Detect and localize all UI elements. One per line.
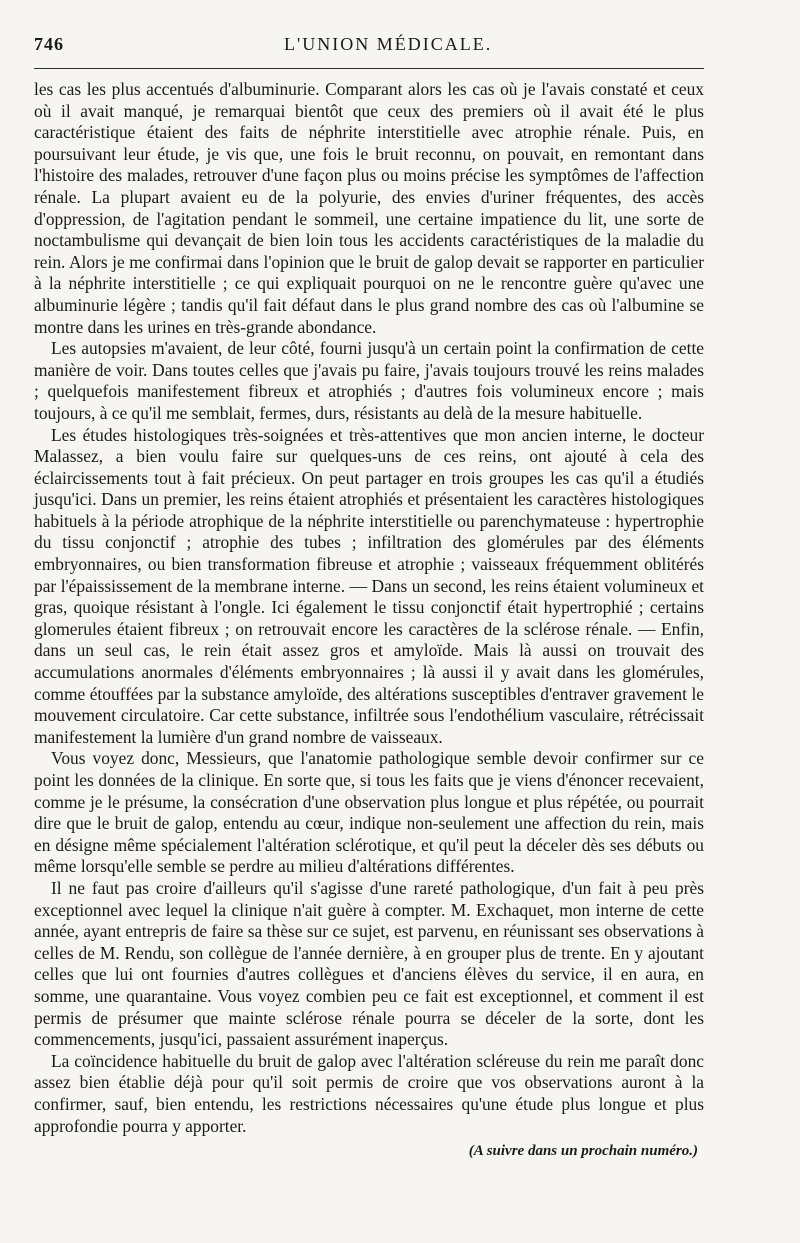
article-body (34, 79, 704, 1137)
paragraph-histology: Les études histologiques très-soignées et très-attentives que mon ancien interne, le docteur Malassez, a bien voulu faire sur quelques-uns de ces reins, ont ajouté à cela des éclaircissements tout à fait précieux. On peut partager en trois groupes les cas qu'il a étudiés jusqu'ici. Dans un premier, les reins étaient atrophiés et présentaient les caractères histologiques habituels à la période atrophique de la néphrite interstitielle ou parenchymateuse : hypertrophie du tissu conjonctif ; atrophie des tubes ; infiltration des glomérules par des éléments embryonnaires, ou bien transformation fibreuse et atrophie ; vaisseaux fréquemment oblitérés par l'épaississement de la membrane interne. — Dans un second, les reins étaient volumineux et gras, quoique résistant à l'ongle. Ici également le tissu conjonctif était hypertrophié ; certains glomerules étaient fibreux ; on retrouvait encore les caractères de la sclérose rénale. — Enfin, dans un seul cas, le rein était assez gros et amyloïde. Mais là aussi on trouvait des accumulations anormales d'éléments embryonnaires ; là aussi il y avait dans les glomérules, comme étouffées par la substance amyloïde, des altérations susceptibles d'entraver gravement le mouvement circulatoire. Car cette substance, infiltrée sous l'endothélium vasculaire, rétrécissait manifestement la lumière d'un grand nombre de vaisseaux. (34, 424, 704, 747)
paragraph-autopsies: Les autopsies m'avaient, de leur côté, fourni jusqu'à un certain point la confirmation de cette manière de voir. Dans toutes celles que j'avais pu faire, j'avais toujours trouvé les reins malades ; quelquefois manifestement fibreux et atrophiés ; d'autres fois volumineux encore ; mais toujours, à ce qu'il me semblait, fermes, durs, résistants au delà de la mesure habituelle. (34, 338, 704, 423)
paragraph-continued: les cas les plus accentués d'albuminurie. Comparant alors les cas où je l'avais constaté et ceux où il avait manqué, je remarquai bientôt que ceux des premiers où il avait été le plus caractéristique étaient des faits de néphrite interstitielle avec atrophie rénale. Puis, en poursuivant leur étude, je vis que, une fois le bruit reconnu, on pouvait, en remontant dans l'histoire des malades, retrouver d'une façon plus ou moins précise les symptômes de l'affection rénale. La plupart avaient eu de la polyurie, des envies d'uriner fréquentes, des accès d'oppression, de l'agitation pendant le sommeil, une certaine impatience du lit, une sorte de noctambulisme qui devançait de bien loin tous les accidents caractéristiques de la maladie du rein. Alors je me confirmai dans l'opinion que le bruit de galop devait se rapporter en particulier à la néphrite interstitielle ; ce qui expliquait pourquoi on ne le rencontre guère qu'avec une albuminurie légère ; tandis qu'il fait défaut dans le plus grand nombre des cas où l'albumine se montre dans les urines en très-grande abondance. (34, 79, 704, 337)
paragraph-frequency: Il ne faut pas croire d'ailleurs qu'il s'agisse d'une rareté pathologique, d'un fait à peu près exceptionnel avec lequel la clinique n'ait guère à compter. M. Exchaquet, mon interne de cette année, ayant entrepris de faire sa thèse sur ce sujet, est parvenu, en réunissant ses observations à celles de M. Rendu, son collègue de l'année dernière, à en grouper plus de trente. En y ajoutant celles que lui ont fournies d'autres collègues et d'anciens élèves du service, il en aura, en somme, une quarantaine. Vous voyez combien peu ce fait est exceptionnel, et comment il est permis de présumer que mainte sclérose rénale pourra se déceler de la sorte, dont les commencements, jusqu'ici, passaient assurément inaperçus. (34, 877, 704, 1050)
page-number: 746 (34, 34, 64, 54)
continuation-note: (A suivre dans un prochain numéro.) (468, 1143, 698, 1160)
journal-title: L'UNION MÉDICALE. (284, 34, 493, 54)
header-rule (34, 68, 704, 69)
paragraph-coincidence: La coïncidence habituelle du bruit de galop avec l'altération scléreuse du rein me paraît donc assez bien établie déjà pour qu'il soit permis de croire que vos observations auront à la confirmer, sauf, bien entendu, les restrictions nécessaires qu'une étude plus longue et plus approfondie pourra y apporter. (34, 1050, 704, 1136)
paragraph-conclusion: Vous voyez donc, Messieurs, que l'anatomie pathologique semble devoir confirmer sur ce point les données de la clinique. En sorte que, si tous les faits que je viens d'énoncer recevaient, comme je le présume, la consécration d'une observation plus longue et plus répétée, ou pourrait dire que le bruit de galop, entendu au cœur, indique non-seulement une affection du rein, mais en désigne même spécialement l'altération sclérotique, et qu'il peut la déceler dès ses débuts ou même lorsqu'elle semble se perdre au milieu d'altérations différentes. (34, 748, 704, 877)
running-head (34, 34, 704, 58)
